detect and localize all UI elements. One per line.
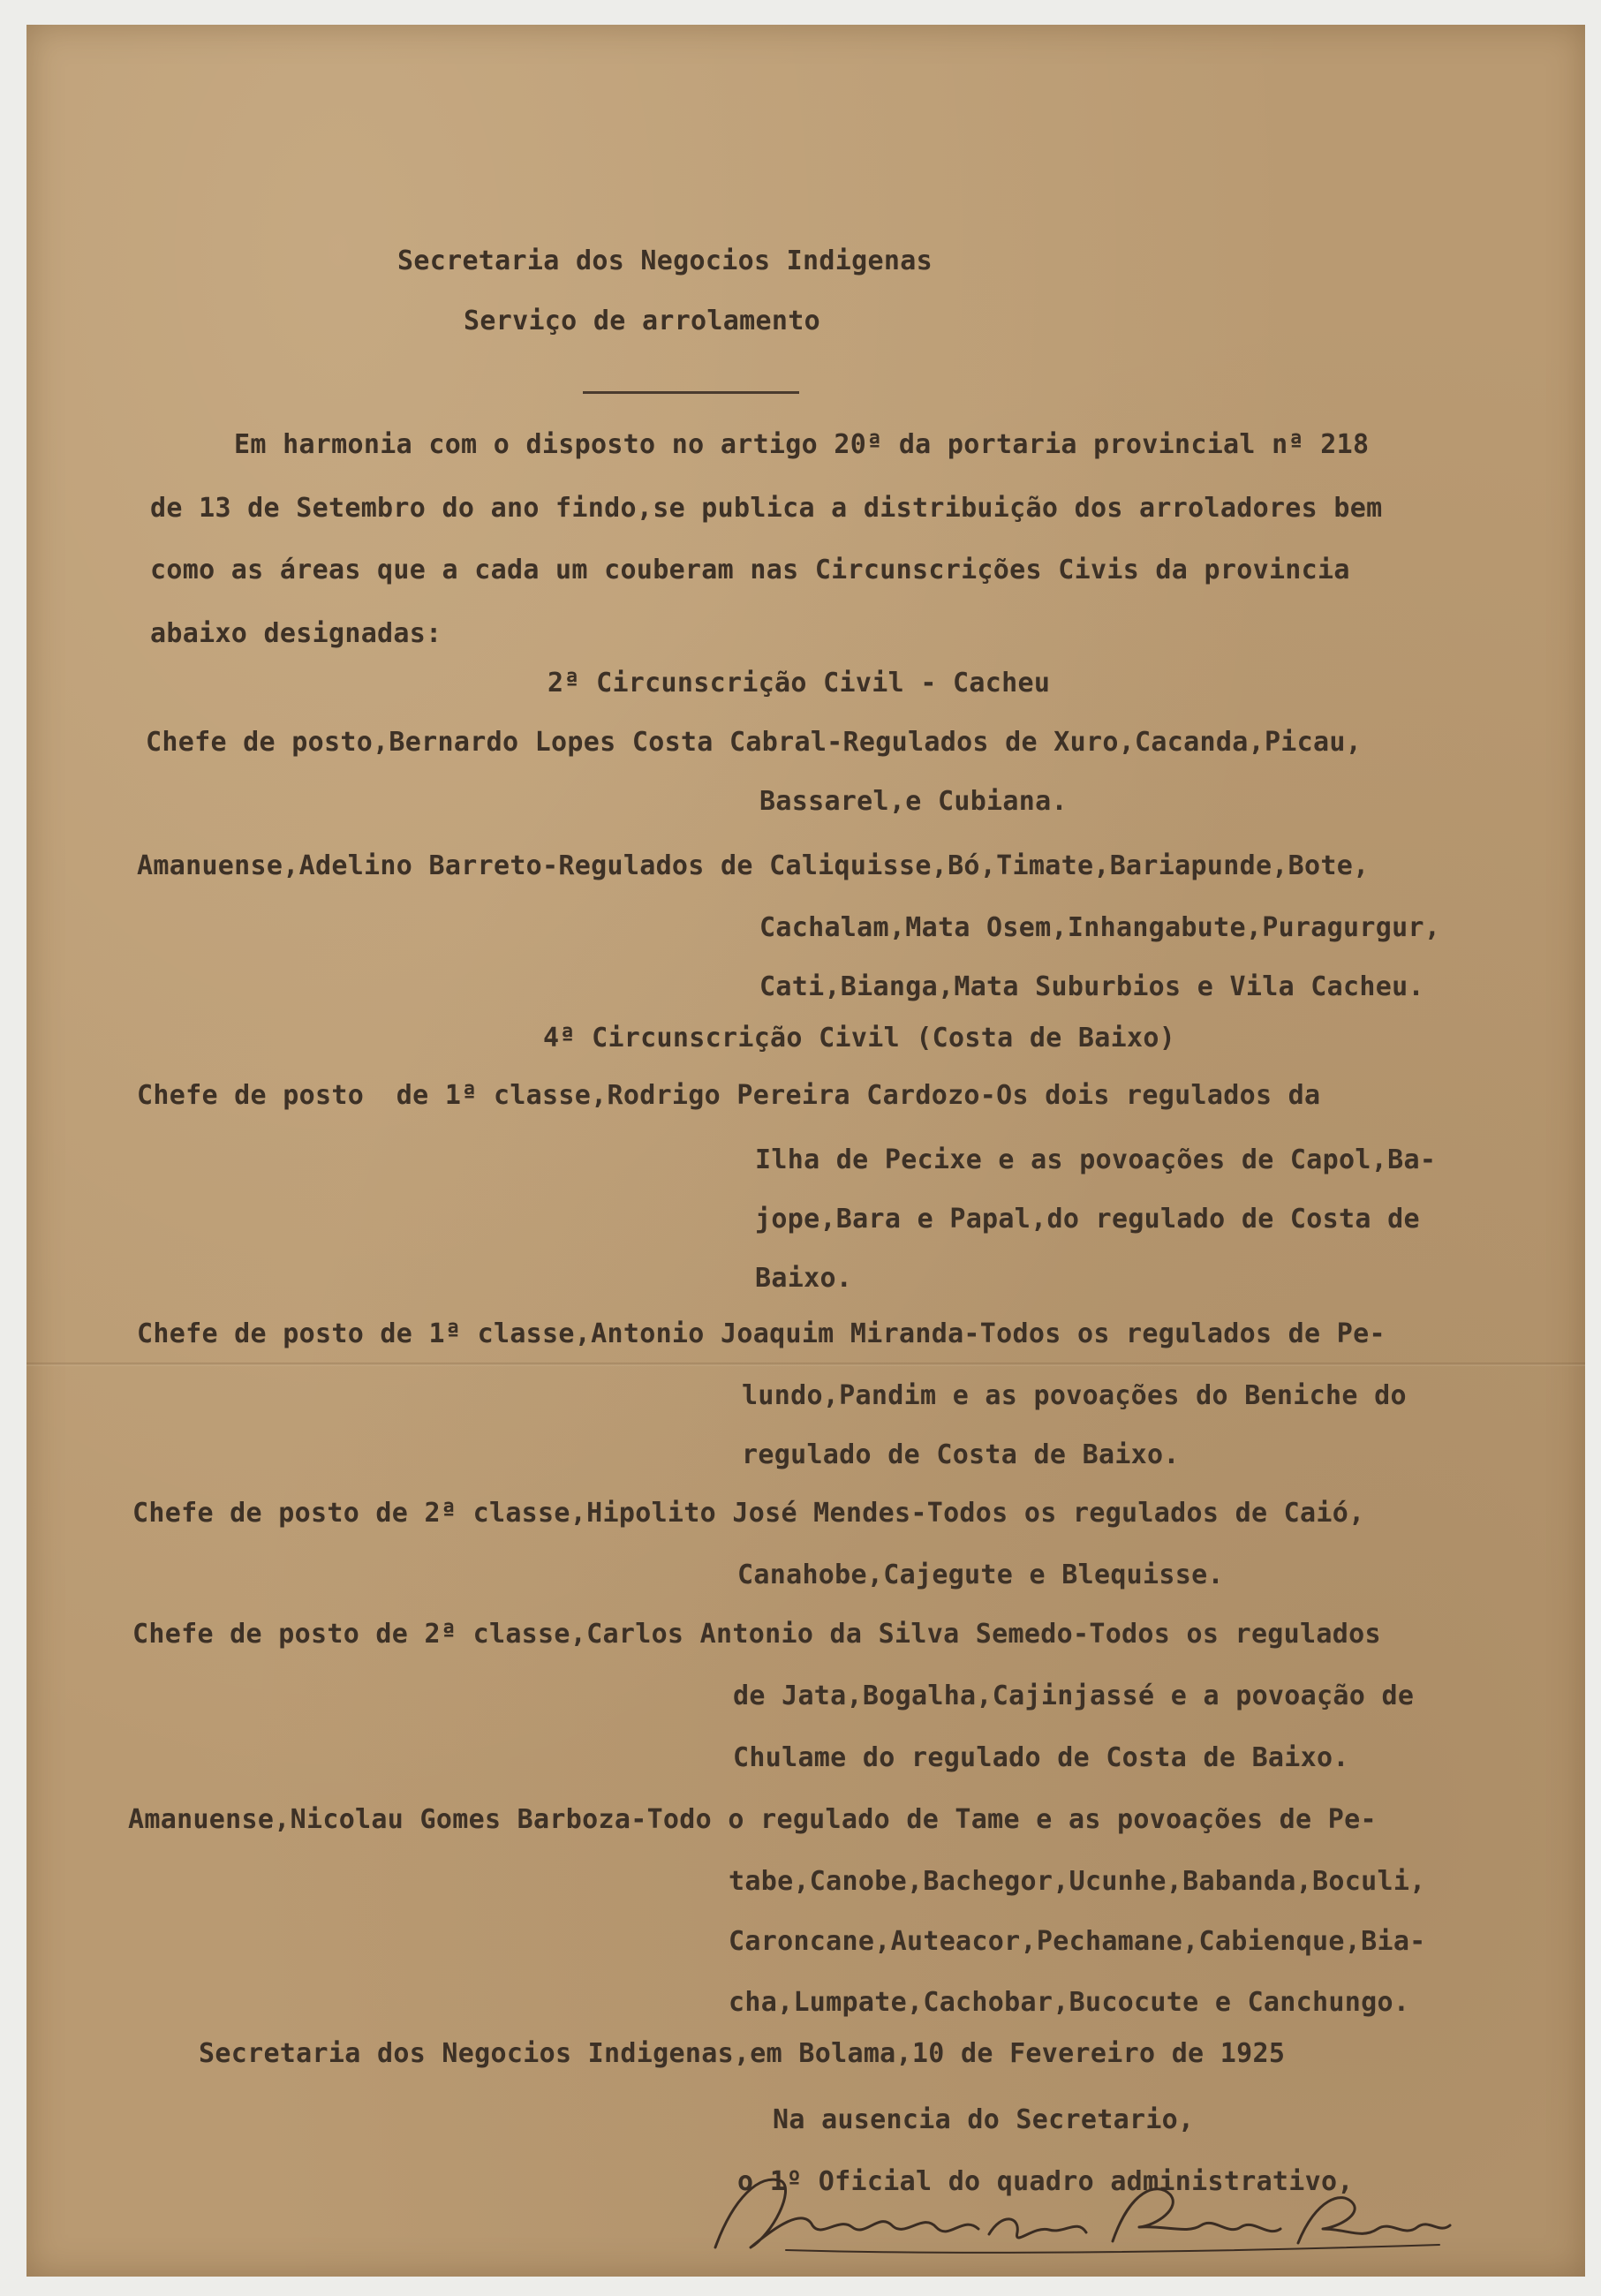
intro-line-3: como as áreas que a cada um couberam nas Circunscrições Civis da provincia [150,555,1350,585]
paper-fold [26,1363,1585,1366]
entry-line: Cati,Bianga,Mata Suburbios e Vila Cacheu. [759,971,1424,1002]
entry-line: Chefe de posto de 2ª classe,Carlos Antonio da Silva Semedo-Todos os regulados [132,1619,1381,1650]
header-divider [583,391,799,394]
entry-line: tabe,Canobe,Bachegor,Ucunhe,Babanda,Boculi, [729,1866,1426,1897]
entry-line: Chefe de posto,Bernardo Lopes Costa Cabral-Regulados de Xuro,Cacanda,Picau, [146,727,1363,758]
entry-line: Chefe de posto de 1ª classe,Antonio Joaquim Miranda-Todos os regulados de Pe- [137,1318,1386,1349]
handwritten-signature [698,2164,1457,2261]
entry-line: Chulame do regulado de Costa de Baixo. [733,1742,1349,1773]
document-page [26,25,1585,2277]
entry-line: Chefe de posto de 2ª classe,Hipolito José Mendes-Todos os regulados de Caió, [132,1498,1365,1529]
entry-line: Caroncane,Auteacor,Pechamane,Cabienque,Bia- [729,1926,1426,1957]
entry-line: lundo,Pandim e as povoações do Beniche do [742,1380,1407,1411]
entry-line: cha,Lumpate,Cachobar,Bucocute e Canchungo. [729,1987,1410,2018]
place-and-date: Secretaria dos Negocios Indigenas,em Bolama,10 de Fevereiro de 1925 [199,2038,1286,2069]
entry-line: Canahobe,Cajegute e Blequisse. [737,1560,1224,1590]
intro-line-1: Em harmonia com o disposto no artigo 20ª da portaria provincial nª 218 [234,429,1370,460]
header-title: Secretaria dos Negocios Indigenas [397,245,933,276]
entry-line: jope,Bara e Papal,do regulado de Costa de [755,1204,1420,1235]
official-title: o 1º Oficial do quadro administrativo, [737,2166,1354,2197]
entry-line: Baixo. [755,1263,853,1294]
entry-line: Chefe de posto de 1ª classe,Rodrigo Pereira Cardozo-Os dois regulados da [137,1080,1321,1111]
absence-note: Na ausencia do Secretario, [773,2104,1195,2135]
entry-line: Ilha de Pecixe e as povoações de Capol,Ba- [755,1144,1437,1175]
entry-line: Cachalam,Mata Osem,Inhangabute,Puragurgur, [759,912,1441,943]
entry-line: Amanuense,Adelino Barreto-Regulados de Caliquisse,Bó,Timate,Bariapunde,Bote, [137,850,1370,881]
header-subtitle: Serviço de arrolamento [464,306,820,336]
section-4-title: 4ª Circunscrição Civil (Costa de Baixo) [543,1023,1176,1054]
entry-line: regulado de Costa de Baixo. [742,1439,1180,1470]
entry-line: de Jata,Bogalha,Cajinjassé e a povoação de [733,1680,1415,1711]
entry-line: Bassarel,e Cubiana. [759,786,1068,817]
intro-line-2: de 13 de Setembro do ano findo,se publica a distribuição dos arroladores bem [150,493,1383,524]
entry-line: Amanuense,Nicolau Gomes Barboza-Todo o regulado de Tame e as povoações de Pe- [128,1804,1377,1835]
intro-line-4: abaixo designadas: [150,618,442,649]
section-2-title: 2ª Circunscrição Civil - Cacheu [548,668,1051,699]
